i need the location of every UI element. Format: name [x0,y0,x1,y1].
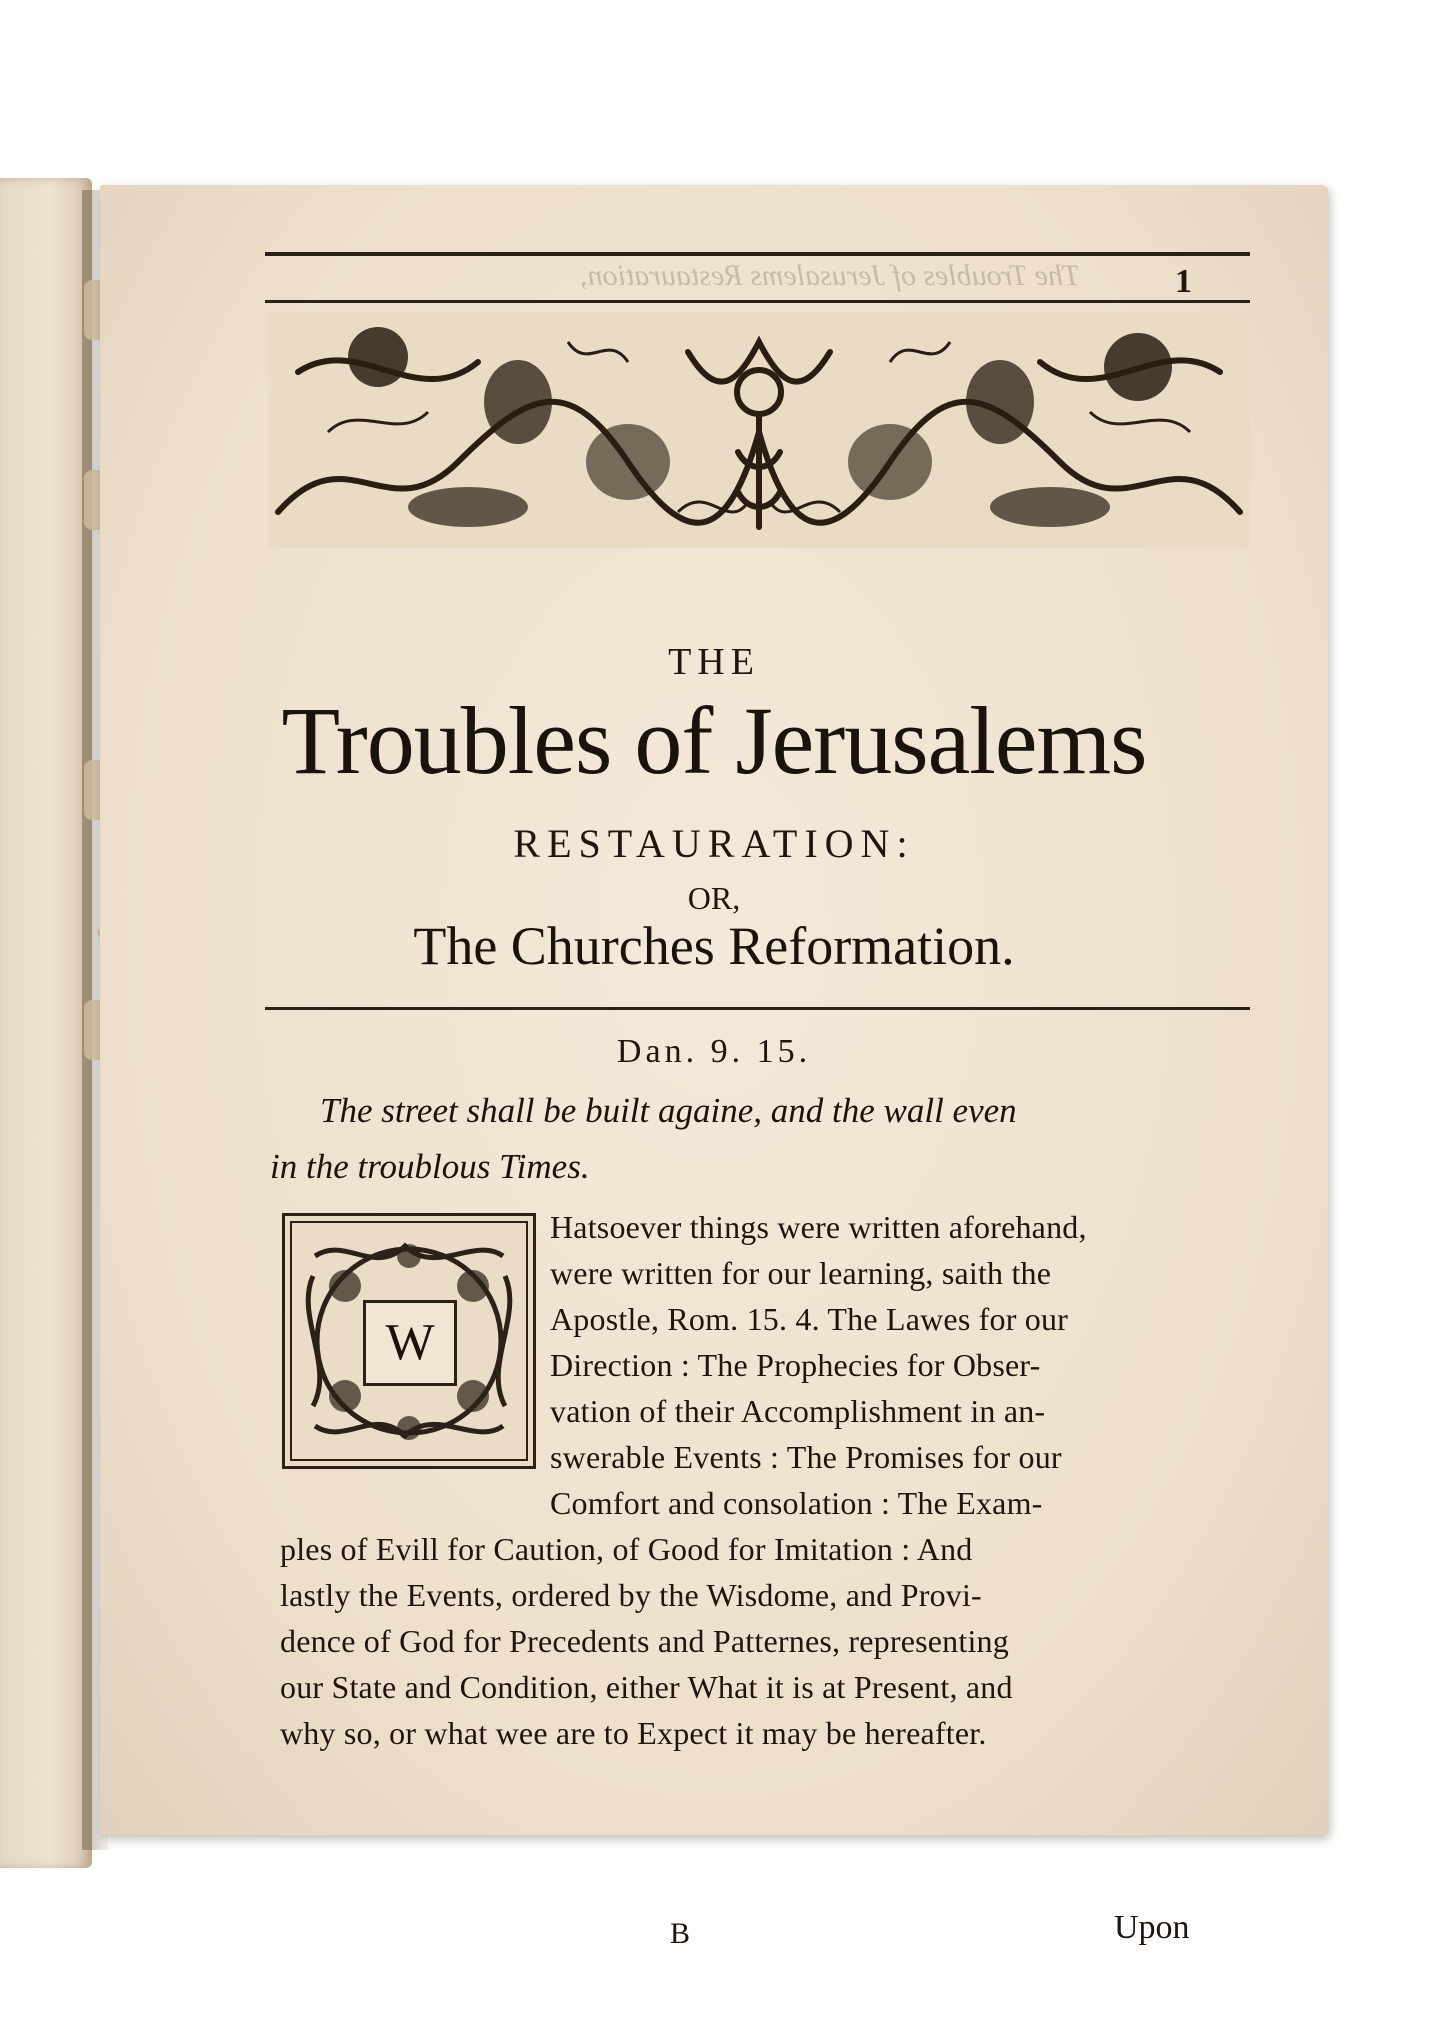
page-number: 1 [1175,263,1192,300]
body-line: why so, or what wee are to Expect it may be hereafter. [280,1715,987,1751]
page-subtitle: The Churches Reformation. [413,916,1015,976]
woodcut-initial-frame-icon [282,1213,536,1469]
drop-cap-letter: W [363,1300,457,1386]
book-page [100,185,1328,1950]
title-the: THE [668,641,760,683]
catchword: Upon [1114,1909,1190,1946]
head-rule [265,300,1250,303]
scripture-epigraph [270,1083,1260,1195]
section-rule [265,1007,1250,1010]
woodcut-ornament-icon [268,312,1250,548]
body-line: swerable Events : The Promises for our [550,1439,1062,1475]
body-line: Comfort and consolation : The Exam- [550,1485,1043,1521]
body-line: our State and Condition, either What it is at Present, and [280,1669,1013,1705]
body-line: ples of Evill for Caution, of Good for Imitation : And [280,1531,973,1567]
body-line: Apostle, Rom. 15. 4. The Lawes for our [550,1301,1069,1337]
body-line: vation of their Accomplishment in an- [550,1393,1046,1429]
top-rule [265,252,1250,256]
epigraph-line: in the troublous Times. [270,1147,590,1186]
body-line: were written for our learning, saith the [550,1255,1052,1291]
body-line: lastly the Events, ordered by the Wisdome, and Provi- [280,1577,982,1613]
show-through-running-head: The Troubles of Jerusalems Restauration, [580,259,1080,292]
page-title: Troubles of Jerusalems [281,687,1147,794]
title-restauration: RESTAURATION: [513,821,915,866]
body-line: dence of God for Precedents and Patternes, representing [280,1623,1009,1659]
title-or: OR, [687,880,741,916]
body-line: Hatsoever things were written aforehand, [550,1209,1087,1245]
signature-mark: B [670,1917,691,1950]
facing-page [0,178,92,1868]
epigraph-line: The street shall be built againe, and the wall even [320,1091,1017,1130]
scripture-reference: Dan. 9. 15. [616,1033,812,1070]
body-line: Direction : The Prophecies for Obser- [550,1347,1041,1383]
